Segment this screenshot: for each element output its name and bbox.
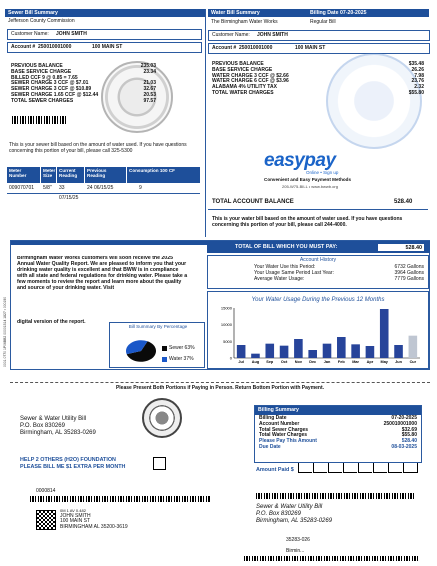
summary-row: Total Water Charges $55.80 <box>259 432 417 439</box>
charge-line-total: TOTAL SEWER CHARGES 97.57 <box>11 97 156 104</box>
stub-divider <box>205 9 206 237</box>
charge-line: BILLED CCF 9 @ 0.85 = 7.65 <box>11 74 78 81</box>
sewer-barcode <box>12 116 66 124</box>
summary-row: Account Number 250010001000 <box>259 420 417 427</box>
sewer-summary-panel <box>5 9 202 201</box>
sewer-summary-header: Sewer Bill Summary <box>5 9 205 17</box>
usage-bar <box>323 344 332 358</box>
x-tick-label: Jun <box>395 360 402 364</box>
customer-label: Customer Name: <box>11 31 49 37</box>
easypay-logo: easypay <box>264 150 336 171</box>
charge-line: BASE SERVICE CHARGE 26.26 <box>212 66 424 73</box>
payee-line: P.O. Box 830269 <box>20 423 65 430</box>
middle-frame <box>10 240 430 370</box>
account-label: Account # <box>212 45 237 51</box>
pie-legend-swatch <box>162 357 167 362</box>
charge-line: SEWER CHARGE 3 CCF @ $7.01 21.03 <box>11 80 156 87</box>
charge-line: SEWER CHARGE 1.65 CCF @ $12.44 20.53 <box>11 91 156 98</box>
coupon-instruction: Please Present Both Portions if Paying in Person. Return Bottom Portion with Payment. <box>115 385 325 391</box>
account-history-title: Account History <box>299 257 337 263</box>
water-customer-box <box>208 30 430 41</box>
total-account-balance-value: 528.40 <box>394 199 413 205</box>
usage-bar <box>409 336 418 358</box>
zip-line-2: Birmin... <box>286 548 305 554</box>
x-tick-label: May <box>380 360 388 364</box>
usage-bar <box>308 350 317 358</box>
account-history-list <box>254 265 424 282</box>
usage-plot-area <box>221 306 420 365</box>
x-tick-label: Nov <box>294 360 302 364</box>
x-tick-label: Jan <box>323 360 331 364</box>
zip-line-1: 35283-026 <box>286 537 310 543</box>
easypay-url: 205-W75-BILL • www.bwwb.org <box>282 184 338 189</box>
water-charges-list <box>212 62 424 97</box>
customer-label: Customer Name: <box>212 32 250 38</box>
qr-code <box>36 510 56 530</box>
history-row: Average Water Usage: 7779 Gallons <box>254 275 424 282</box>
mail-city: BIRMINGHAM AL 35200-3619 <box>60 524 128 531</box>
water-summary-panel <box>208 9 432 237</box>
charge-line: BASE SERVICE CHARGE 23.34 <box>11 68 156 75</box>
usage-bar <box>265 344 274 358</box>
x-tick-label: Jul <box>238 360 244 364</box>
account-history-box <box>207 255 429 289</box>
summary-row: Billing Date 07-20-2025 <box>259 415 417 421</box>
y-tick-label: 15000 <box>220 305 232 311</box>
summary-row: Please Pay This Amount 528.40 <box>259 438 417 444</box>
meter-table-header: Meter Number Meter Size Current Reading Previous Reading Consumption 100 CF <box>7 167 200 183</box>
water-quality-message: Birmingham Water Works customers will soon receive the 2025 Annual Water Quality Report. We are pleased to inform you that your drinking water quality is excellent and that BWW is in compliance with all state and federal regulations for drinking water. Please take a few moments to review the report and learn more about the quality and source of your drinking water. Visit <box>17 256 188 291</box>
account-number: 250010001000 <box>38 44 72 50</box>
easypay-subtitle: Convenient and Easy Payment Methods <box>264 177 352 182</box>
payee-line: Birmingham, AL 35283-0269 <box>256 518 333 525</box>
bottom-barcode <box>244 556 420 561</box>
billing-summary-list <box>255 415 421 452</box>
water-quality-message-tail: digital version of the report. <box>17 319 86 325</box>
usage-chart-box <box>207 291 429 369</box>
payee-line: Birmingham, AL 35283-0269 <box>20 430 96 437</box>
billing-date: Billing Date 07-20-2025 <box>310 10 367 16</box>
usage-bar <box>380 309 389 358</box>
mail-street: 100 MAIN ST <box>60 518 91 525</box>
water-summary-header <box>208 9 429 17</box>
mail-codes: 0M 1 AV 0.482 <box>60 508 86 513</box>
billing-summary-box <box>254 405 422 463</box>
pie-title: Bill Summary By Percentage <box>128 324 188 329</box>
sewer-customer-box <box>7 29 202 40</box>
charge-line: PREVIOUS BALANCE 235.03 <box>11 63 156 69</box>
charge-line: WATER CHARGE 6 CCF @ $3.96 23.76 <box>212 78 424 85</box>
jefferson-seal-small <box>142 398 182 438</box>
usage-bar-chart <box>208 292 428 368</box>
customer-name: JOHN SMITH <box>257 32 288 38</box>
usage-bar <box>366 346 375 358</box>
sewer-note: This is your sewer bill based on the amount of water used. If you have questions concerning this portion of your bill, please call 325-5300 <box>9 142 187 154</box>
postal-barcode-left <box>30 496 210 502</box>
usage-bar <box>237 345 246 358</box>
payee-left <box>20 416 96 438</box>
water-account-box <box>208 43 430 54</box>
h2o-foundation-label: HELP 2 OTHERS (H2O) FOUNDATION <box>20 457 116 463</box>
amount-paid-label: Amount Paid $ <box>256 467 294 473</box>
sewer-account-box <box>7 42 202 53</box>
usage-bar <box>280 346 289 358</box>
y-tick-label: 0 <box>229 355 232 361</box>
usage-chart-title: Your Water Usage During the Previous 12 Months <box>251 297 385 303</box>
payee-right <box>256 504 332 526</box>
summary-row: Total Sewer Charges $32.69 <box>259 426 417 433</box>
x-tick-label: Dec <box>309 360 317 364</box>
x-tick-label: Sep <box>266 360 274 364</box>
usage-bar <box>337 337 346 358</box>
account-number: 250010001000 <box>239 45 273 51</box>
y-tick-label: 5000 <box>223 338 232 344</box>
y-tick-label: 10000 <box>220 322 232 328</box>
pie-legend <box>162 346 195 363</box>
postal-barcode-right <box>256 493 416 499</box>
pie-legend-item: Sewer 63% <box>162 346 195 352</box>
charge-line: ALABAMA 4% UTILITY TAX 2.32 <box>212 84 424 90</box>
pie-legend-item: Water 37% <box>162 357 195 363</box>
x-tick-label: Apr <box>366 360 374 364</box>
usage-bar <box>394 345 403 358</box>
history-row: Your Water Use this Period: 6732 Gallons <box>254 264 424 270</box>
h2o-donation-checkbox[interactable] <box>153 457 166 470</box>
total-due-value: 528.40 <box>377 243 425 252</box>
water-issuer: The Birmingham Water Works <box>211 19 278 25</box>
h2o-foundation-sub: PLEASE BILL ME $1 EXTRA PER MONTH <box>20 464 126 470</box>
payee-line: Sewer & Water Utility Bill <box>256 504 323 510</box>
x-tick-label: Cur <box>409 360 417 364</box>
x-tick-label: Feb <box>337 360 345 364</box>
service-address: 100 MAIN ST <box>295 45 326 51</box>
tear-line <box>10 382 430 383</box>
water-note: This is your water bill based on the amount of water used. If you have questions concerning this portion of your bill, please call 244-4000. <box>212 216 403 228</box>
mail-code: 0000814 <box>36 488 56 494</box>
mailing-address <box>60 509 128 531</box>
amount-paid-input[interactable] <box>298 463 418 473</box>
total-due-label: TOTAL OF BILL WHICH YOU MUST PAY: <box>235 244 338 250</box>
charge-line: SEWER CHARGE 3 CCF @ $10.89 32.67 <box>11 86 156 92</box>
mail-name: JOHN SMITH <box>60 512 91 519</box>
customer-name: JOHN SMITH <box>56 31 87 37</box>
payee-line: P.O. Box 830269 <box>256 511 301 518</box>
bill-type: Regular Bill <box>310 19 336 25</box>
payee-line: Sewer & Water Utility Bill <box>20 416 87 422</box>
meter-table-row: 009070701 5/8" 33 07/15/25 24 06/15/25 9 <box>7 183 200 194</box>
pie-legend-swatch <box>162 346 167 351</box>
usage-bar <box>294 339 303 358</box>
charge-line: PREVIOUS BALANCE $35.48 <box>212 61 424 67</box>
summary-row: Due Date 08-03-2025 <box>259 443 417 450</box>
easypay-tagline: Online • Sign up <box>306 170 339 175</box>
x-tick-label: Mar <box>352 360 359 364</box>
water-summary-title: Water Bill Summary <box>211 10 260 16</box>
billing-summary-title: Billing Summary <box>255 406 421 415</box>
account-label: Account # <box>11 44 36 50</box>
side-code-text: 0001 0770 1P06BB2 00001514 1827 • 000190 <box>3 296 7 367</box>
x-tick-label: Oct <box>280 360 288 364</box>
charge-line: WATER CHARGE 3 CCF @ $2.66 7.98 <box>212 72 424 79</box>
meter-table <box>7 167 200 201</box>
sewer-charges-list <box>11 64 156 104</box>
history-row: Your Usage Same Period Last Year: 3964 Gallons <box>254 269 424 276</box>
charge-line-total: TOTAL WATER CHARGES $55.80 <box>212 89 424 96</box>
service-address: 100 MAIN ST <box>92 44 123 50</box>
usage-bar <box>351 344 360 358</box>
usage-bar <box>251 354 260 358</box>
x-tick-label: Aug <box>251 360 260 364</box>
total-balance-rule <box>208 209 428 210</box>
sewer-issuer: Jefferson County Commission <box>8 18 75 24</box>
total-account-balance-label: TOTAL ACCOUNT BALANCE <box>212 199 294 205</box>
